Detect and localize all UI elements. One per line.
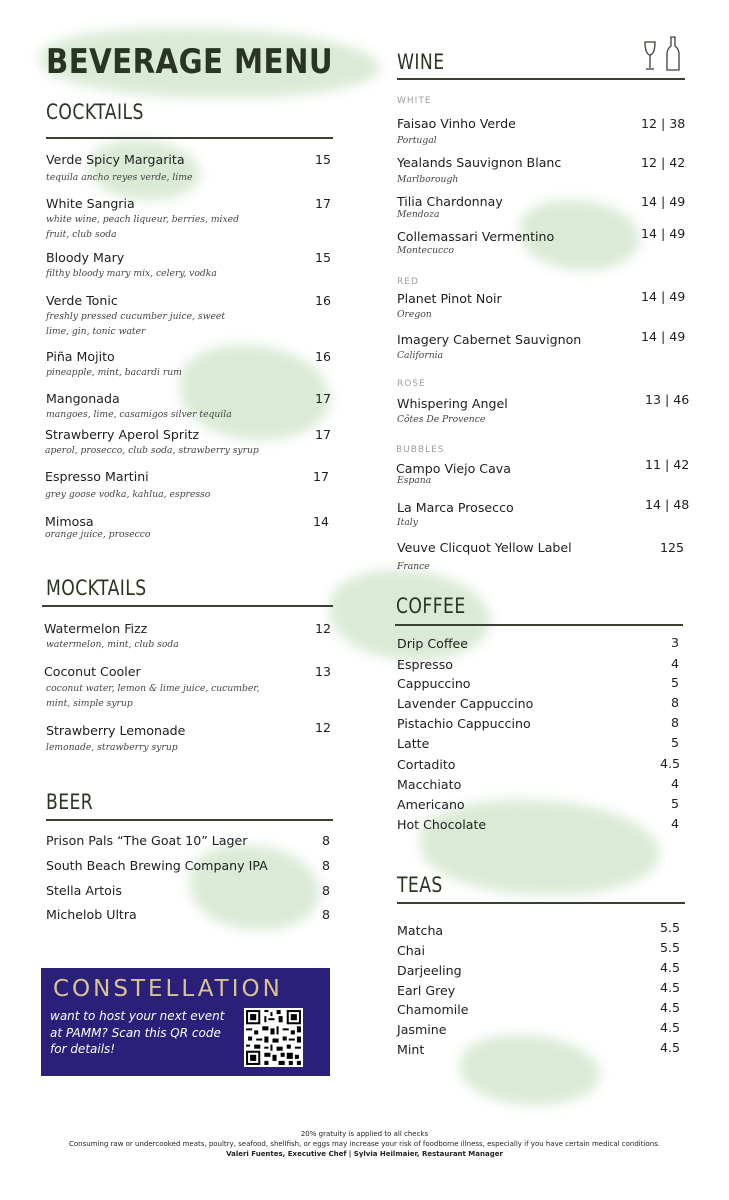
coffee-price: 5 xyxy=(671,675,680,690)
wine-origin: Mendoza xyxy=(397,209,440,220)
cocktail-desc: tequila ancho reyes verde, lime xyxy=(46,172,193,183)
promo-title: CONSTELLATION xyxy=(53,976,283,1002)
cocktail-price: 16 xyxy=(315,293,332,308)
wine-origin: Portugal xyxy=(397,135,437,146)
wine-price: 12 | 42 xyxy=(641,155,686,170)
coffee-name: Cortadito xyxy=(397,757,456,772)
beer-name: Michelob Ultra xyxy=(46,907,137,922)
wine-name: Yealands Sauvignon Blanc xyxy=(397,155,562,170)
beer-heading: BEER xyxy=(46,790,94,814)
cocktail-name: Piña Mojito xyxy=(46,349,115,364)
cocktail-desc: pineapple, mint, bacardi rum xyxy=(46,367,182,378)
mocktails-heading: MOCKTAILS xyxy=(46,576,147,600)
beer-price: 8 xyxy=(322,907,331,922)
wine-price: 14 | 49 xyxy=(641,329,686,344)
beer-divider xyxy=(46,819,333,821)
wine-price: 14 | 49 xyxy=(641,226,686,241)
watercolor-wash xyxy=(420,800,660,895)
cocktail-desc: filthy bloody mary mix, celery, vodka xyxy=(46,268,217,279)
cocktail-name: Verde Spicy Margarita xyxy=(46,152,185,167)
wine-origin: Côtes De Provence xyxy=(397,414,486,425)
wine-heading: WINE xyxy=(397,50,445,74)
cocktail-desc: grey goose vodka, kahlua, espresso xyxy=(45,489,211,500)
cocktails-divider xyxy=(46,137,333,139)
wine-name: Collemassari Vermentino xyxy=(397,229,555,244)
wine-name: Tilia Chardonnay xyxy=(397,194,503,209)
tea-name: Chamomile xyxy=(397,1002,469,1017)
wine-origin: France xyxy=(397,561,430,572)
teas-divider xyxy=(397,902,685,904)
mocktail-name: Watermelon Fizz xyxy=(44,621,148,636)
cocktail-name: Mangonada xyxy=(46,391,120,406)
wine-origin: Marlborough xyxy=(397,174,459,185)
tea-name: Darjeeling xyxy=(397,963,462,978)
beer-name: Prison Pals “The Goat 10” Lager xyxy=(46,833,248,848)
tea-price: 4.5 xyxy=(660,1040,681,1055)
wine-name: Whispering Angel xyxy=(397,396,508,411)
wine-bubbles-label: BUBBLES xyxy=(396,445,445,455)
cocktail-name: White Sangria xyxy=(46,196,135,211)
cocktail-desc: white wine, peach liqueur, berries, mixed fruit, club soda xyxy=(46,214,239,240)
coffee-name: Lavender Cappuccino xyxy=(397,696,534,711)
cocktail-name: Strawberry Aperol Spritz xyxy=(45,427,200,442)
coffee-name: Latte xyxy=(397,736,430,751)
cocktail-price: 14 xyxy=(313,514,330,529)
beer-price: 8 xyxy=(322,858,331,873)
watercolor-wash xyxy=(460,1035,600,1105)
wine-name: Veuve Clicquot Yellow Label xyxy=(397,540,572,555)
tea-name: Chai xyxy=(397,943,425,958)
mocktails-divider xyxy=(42,605,333,607)
wine-name: Faisao Vinho Verde xyxy=(397,116,516,131)
coffee-price: 4 xyxy=(671,816,680,831)
tea-name: Matcha xyxy=(397,923,444,938)
coffee-name: Espresso xyxy=(397,657,453,672)
cocktail-price: 17 xyxy=(313,469,330,484)
wine-price: 14 | 48 xyxy=(645,497,690,512)
wine-name: La Marca Prosecco xyxy=(397,500,514,515)
mocktail-name: Strawberry Lemonade xyxy=(46,723,186,738)
coffee-price: 5 xyxy=(671,735,680,750)
coffee-name: Americano xyxy=(397,797,465,812)
coffee-divider xyxy=(395,624,683,626)
tea-price: 5.5 xyxy=(660,940,681,955)
tea-name: Earl Grey xyxy=(397,983,456,998)
cocktail-price: 15 xyxy=(315,152,332,167)
coffee-name: Macchiato xyxy=(397,777,462,792)
mocktail-price: 12 xyxy=(315,621,332,636)
beer-price: 8 xyxy=(322,833,331,848)
coffee-heading: COFFEE xyxy=(396,594,466,618)
tea-name: Mint xyxy=(397,1042,425,1057)
wine-white-label: WHITE xyxy=(397,96,432,106)
cocktail-desc: aperol, prosecco, club soda, strawberry syrup xyxy=(45,445,259,456)
footer-staff: Valeri Fuentes, Executive Chef | Sylvia Heilmaier, Restaurant Manager xyxy=(226,1150,503,1158)
beer-name: Stella Artois xyxy=(46,883,122,898)
wine-origin: Montecucco xyxy=(397,245,454,256)
wine-rose-label: ROSÉ xyxy=(397,379,426,389)
coffee-name: Hot Chocolate xyxy=(397,817,487,832)
beer-price: 8 xyxy=(322,883,331,898)
footer-gratuity: 20% gratuity is applied to all checks xyxy=(300,1130,429,1138)
wine-origin: California xyxy=(397,350,444,361)
mocktail-desc: lemonade, strawberry syrup xyxy=(46,742,178,753)
tea-price: 4.5 xyxy=(660,980,681,995)
page-title: BEVERAGE MENU xyxy=(46,42,334,82)
wine-price: 14 | 49 xyxy=(641,289,686,304)
cocktail-name: Verde Tonic xyxy=(46,293,118,308)
mocktail-desc: coconut water, lemon & lime juice, cucumber, mint, simple syrup xyxy=(46,683,260,709)
cocktail-price: 15 xyxy=(315,250,332,265)
cocktails-heading: COCKTAILS xyxy=(46,100,144,124)
cocktail-desc: mangoes, lime, casamigos silver tequila xyxy=(46,409,232,420)
cocktail-name: Mimosa xyxy=(45,514,94,529)
wine-divider xyxy=(397,78,685,80)
cocktail-name: Bloody Mary xyxy=(46,250,125,265)
wine-red-label: RED xyxy=(397,277,419,287)
wine-origin: Oregon xyxy=(397,309,432,320)
wine-price: 125 xyxy=(660,540,685,555)
promo-text: want to host your next event at PAMM? Scan this QR code for details! xyxy=(50,1009,225,1056)
cocktail-desc: freshly pressed cucumber juice, sweet lime, gin, tonic water xyxy=(46,311,226,337)
wine-name: Planet Pinot Noir xyxy=(397,291,502,306)
cocktail-name: Espresso Martini xyxy=(45,469,149,484)
wine-glass-icon xyxy=(643,40,657,76)
wine-name: Imagery Cabernet Sauvignon xyxy=(397,332,582,347)
coffee-name: Pistachio Cappuccino xyxy=(397,716,531,731)
tea-price: 5.5 xyxy=(660,920,681,935)
cocktail-price: 17 xyxy=(315,427,332,442)
wine-price: 11 | 42 xyxy=(645,457,690,472)
mocktail-price: 12 xyxy=(315,720,332,735)
wine-price: 14 | 49 xyxy=(641,194,686,209)
wine-name: Campo Viejo Cava xyxy=(396,461,511,476)
cocktail-price: 17 xyxy=(315,391,332,406)
coffee-name: Drip Coffee xyxy=(397,636,469,651)
wine-price: 13 | 46 xyxy=(645,392,690,407)
tea-price: 4.5 xyxy=(660,1000,681,1015)
coffee-price: 4.5 xyxy=(660,756,681,771)
mocktail-desc: watermelon, mint, club soda xyxy=(46,639,179,650)
coffee-price: 3 xyxy=(671,635,680,650)
cocktail-price: 16 xyxy=(315,349,332,364)
wine-origin: Espana xyxy=(397,475,432,486)
teas-heading: TEAS xyxy=(397,873,443,897)
watercolor-wash xyxy=(180,345,330,440)
wine-price: 12 | 38 xyxy=(641,116,686,131)
event-promo-banner xyxy=(41,968,330,1076)
wine-bottle-icon xyxy=(665,36,681,76)
cocktail-desc: orange juice, prosecco xyxy=(45,529,151,540)
coffee-price: 5 xyxy=(671,796,680,811)
footer-food-warning: Consuming raw or undercooked meats, poultry, seafood, shellfish, or eggs may increase your risk of foodborne illness, especially if you have certain medical conditions. xyxy=(68,1140,661,1148)
coffee-price: 4 xyxy=(671,656,680,671)
coffee-price: 8 xyxy=(671,715,680,730)
tea-price: 4.5 xyxy=(660,960,681,975)
beer-name: South Beach Brewing Company IPA xyxy=(46,858,268,873)
tea-name: Jasmine xyxy=(397,1022,447,1037)
cocktail-price: 17 xyxy=(315,196,332,211)
wine-origin: Italy xyxy=(397,517,418,528)
mocktail-price: 13 xyxy=(315,664,332,679)
coffee-price: 4 xyxy=(671,776,680,791)
coffee-price: 8 xyxy=(671,695,680,710)
mocktail-name: Coconut Cooler xyxy=(44,664,141,679)
coffee-name: Cappuccino xyxy=(397,676,471,691)
tea-price: 4.5 xyxy=(660,1020,681,1035)
qr-code-icon[interactable] xyxy=(244,1008,303,1067)
